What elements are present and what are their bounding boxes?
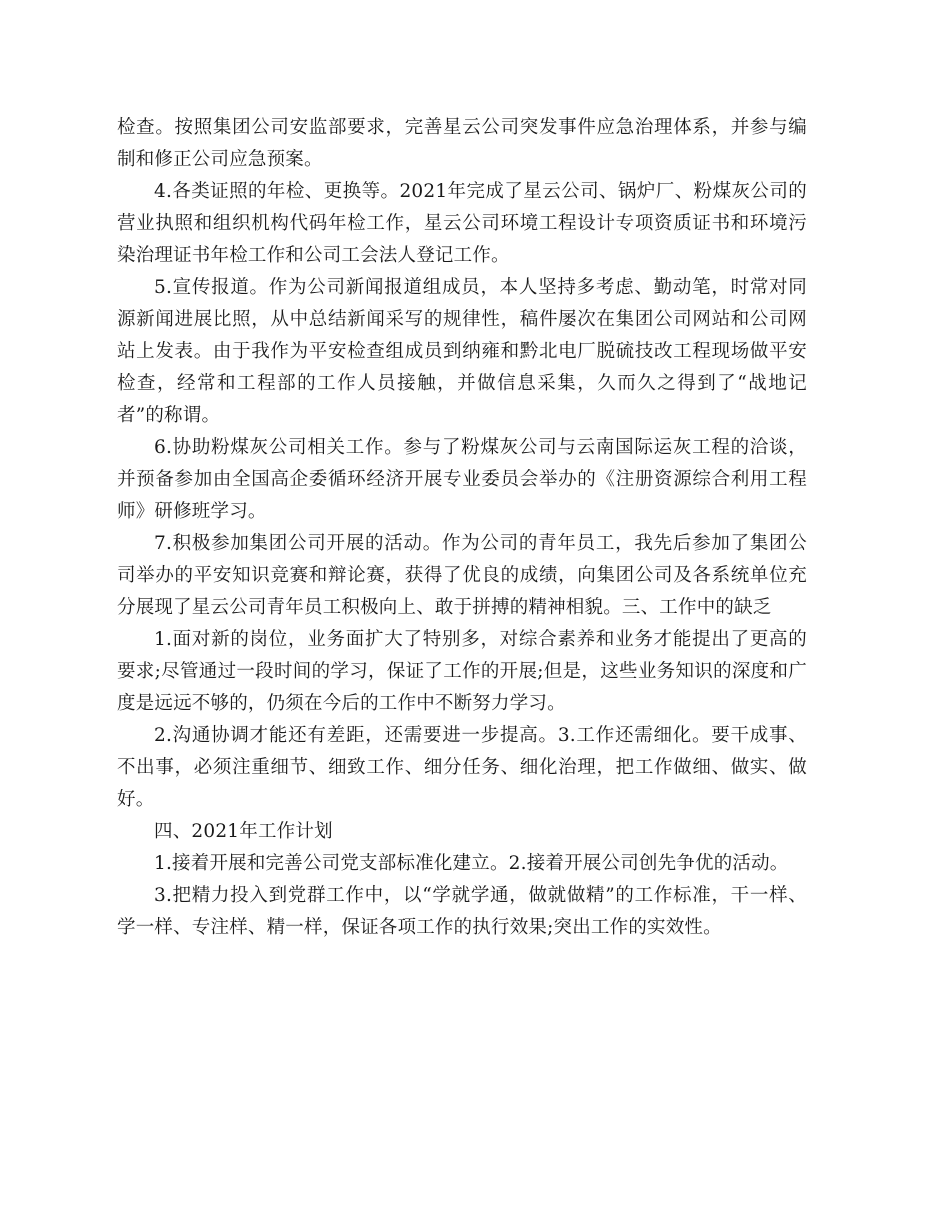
paragraph-1: 检查。按照集团公司安监部要求，完善星云公司突发事件应急治理体系，并参与编制和修正公司应急预案。 bbox=[117, 117, 807, 170]
paragraph-7: 2.沟通协调才能还有差距，还需要进一步提高。3.工作还需细化。要干成事、不出事，必须注重细节、细致工作、细分任务、细化治理，把工作做细、做实、做好。 bbox=[117, 725, 807, 810]
section-heading-plan: 四、2021年工作计划 bbox=[154, 821, 333, 842]
document-body bbox=[117, 112, 807, 944]
paragraph-4: 6.协助粉煤灰公司相关工作。参与了粉煤灰公司与云南国际运灰工程的洽谈，并预备参加由全国高企委循环经济开展专业委员会举办的《注册资源综合利用工程师》研修班学习。 bbox=[117, 437, 807, 522]
paragraph-3: 5.宣传报道。作为公司新闻报道组成员，本人坚持多考虑、勤动笔，时常对同源新闻进展比照，从中总结新闻采写的规律性，稿件屡次在集团公司网站和公司网站上发表。由于我作为平安检查组成员到纳雍和黔北电厂脱硫技改工程现场做平安检查，经常和工程部的工作人员接触，并做信息采集，久而久之得到了“战地记者”的称谓。 bbox=[117, 277, 807, 426]
paragraph-6: 1.面对新的岗位，业务面扩大了特别多，对综合素养和业务才能提出了更高的要求;尽管通过一段时间的学习，保证了工作的开展;但是，这些业务知识的深度和广度是远远不够的，仍须在今后的工作中不断努力学习。 bbox=[117, 629, 807, 714]
paragraph-9: 1.接着开展和完善公司党支部标准化建立。2.接着开展公司创先争优的活动。 bbox=[154, 853, 789, 874]
paragraph-2: 4.各类证照的年检、更换等。2021年完成了星云公司、锅炉厂、粉煤灰公司的营业执照和组织机构代码年检工作，星云公司环境工程设计专项资质证书和环境污染治理证书年检工作和公司工会法人登记工作。 bbox=[117, 181, 807, 266]
paragraph-10: 3.把精力投入到党群工作中，以“学就学通，做就做精”的工作标准，干一样、学一样、专注样、精一样，保证各项工作的执行效果;突出工作的实效性。 bbox=[117, 885, 807, 938]
paragraph-5: 7.积极参加集团公司开展的活动。作为公司的青年员工，我先后参加了集团公司举办的平安知识竞赛和辩论赛，获得了优良的成绩，向集团公司及各系统单位充分展现了星云公司青年员工积极向上、敢于拼搏的精神相貌。三、工作中的缺乏 bbox=[117, 533, 807, 618]
